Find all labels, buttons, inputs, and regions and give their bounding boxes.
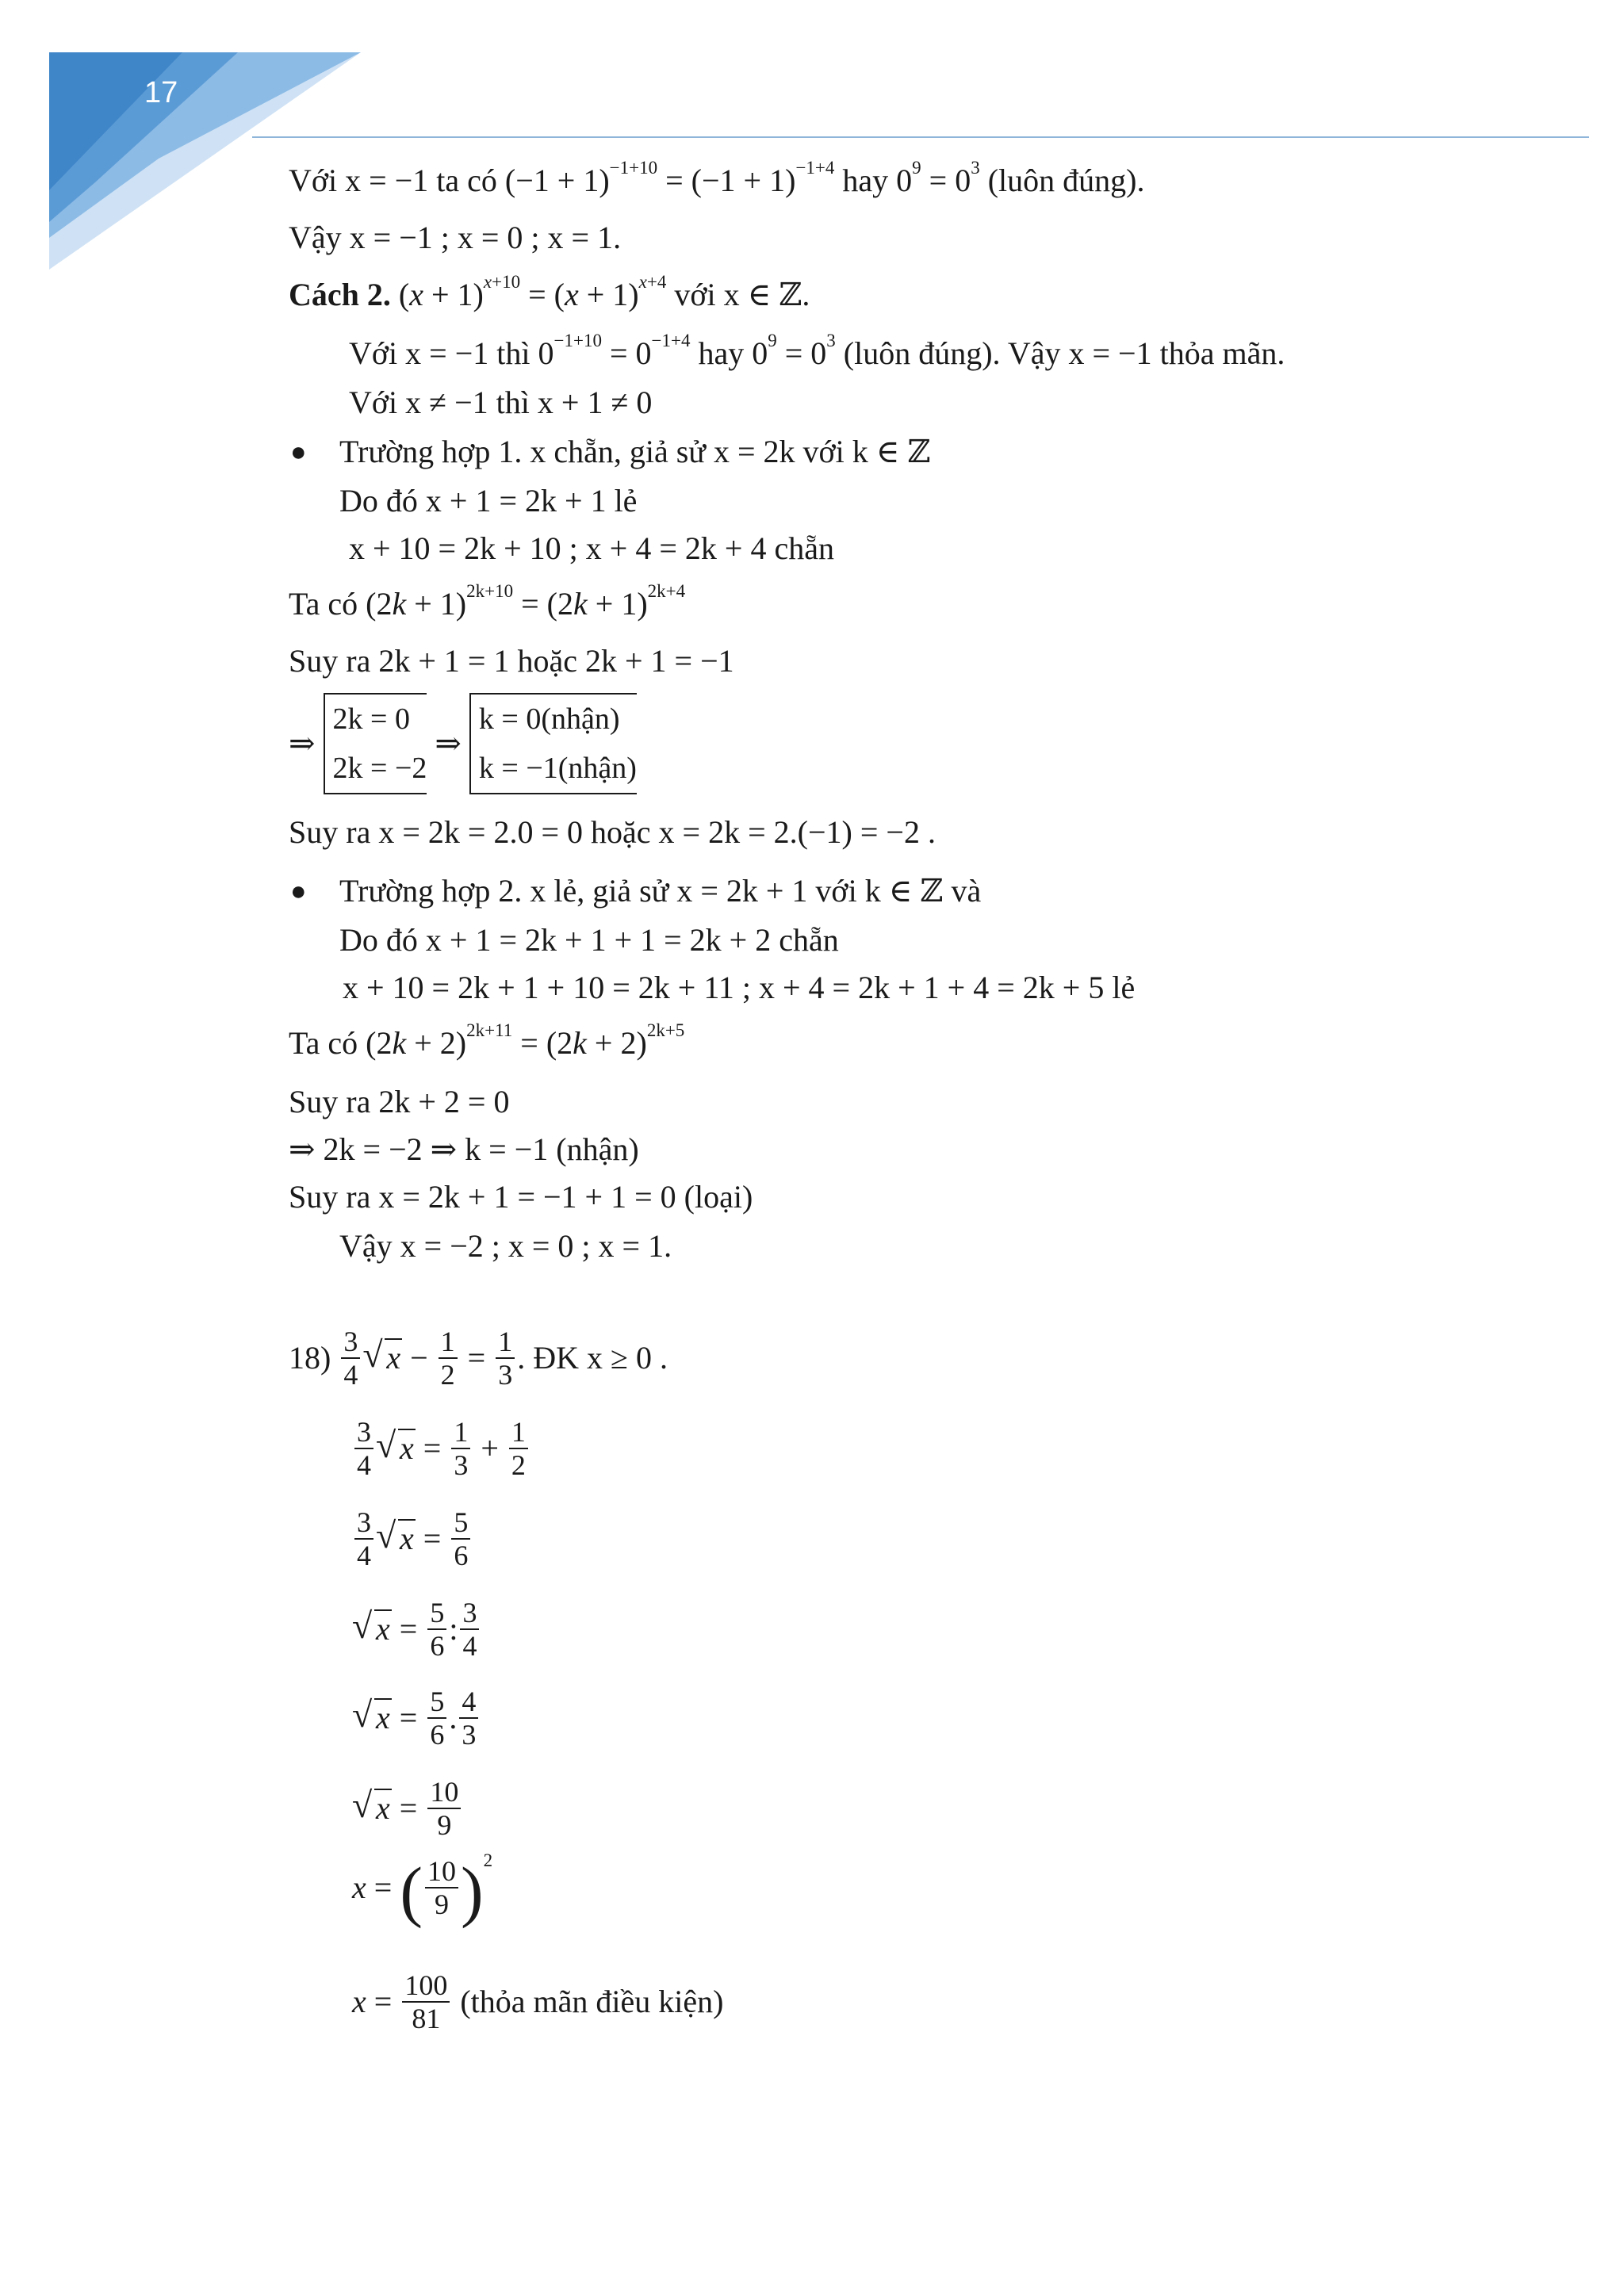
- line-4: Với x = −1 thì $0^{-1+10} = 0^{-1+4}$ hay $0^9 = 0^3$ (luôn đúng). Vậy x = −1 thỏa mãn.: [349, 331, 1285, 371]
- step-2: $\frac{3}{4}$ √ x = $\frac{5}{6}$: [352, 1510, 473, 1575]
- page-number: 17: [144, 76, 178, 109]
- case2-title: Trường hợp 2. x lẻ, giả sử x = 2k + 1 với k ∈ ℤ và: [339, 873, 982, 909]
- step-7: x = $\frac{100}{81}$ (thỏa mãn điều kiện): [352, 1969, 724, 2034]
- text: Với x = −1 thì 0: [349, 335, 554, 371]
- step-5: √ x = $\frac{10}{9}$: [352, 1779, 463, 1844]
- line-2: Vậy x = −1 ; x = 0 ; x = 1.: [289, 220, 622, 255]
- sys-row: 2k = −2: [332, 752, 427, 785]
- step-1: $\frac{3}{4}$ √ x = $\frac{1}{3}$ + $\frac{1}{2}$: [352, 1419, 530, 1484]
- case1-line-d: Suy ra 2k + 1 = 1 hoặc 2k + 1 = −1: [289, 643, 734, 679]
- sys-row: 2k = 0: [332, 702, 410, 736]
- bullet-icon: ●: [290, 438, 307, 467]
- final-note: (thỏa mãn điều kiện): [460, 1984, 724, 2020]
- case1-line-e: Suy ra x = 2k = 2.0 = 0 hoặc x = 2k = 2.(−1) = −2 .: [289, 814, 936, 850]
- case2-line-a: Do đó x + 1 = 2k + 1 + 1 = 2k + 2 chẵn: [339, 922, 839, 958]
- text: (luôn đúng). Vậy x = −1 thỏa mãn.: [843, 335, 1285, 371]
- case2-line-g: Vậy x = −2 ; x = 0 ; x = 1.: [339, 1228, 672, 1264]
- case1-line-c: Ta có $(2k + 1)^{2k+10} = (2k + 1)^{2k+4}$: [289, 581, 686, 622]
- system-bracket-1: [324, 693, 427, 794]
- text: Ta có: [289, 1025, 358, 1061]
- step-6: x = ( $\frac{10}{9}$ )$^2$: [352, 1850, 493, 1929]
- case1-title: Trường hợp 1. x chẵn, giả sử x = 2k với k ∈ ℤ: [339, 434, 931, 469]
- problem-18: 18) $\frac{3}{4}$ √ x − $\frac{1}{2}$ = $\frac{1}{3}$ . ĐK x ≥ 0 .: [289, 1329, 668, 1394]
- text: Ta có: [289, 586, 358, 622]
- line-1: Với x = −1 ta có $(-1 + 1)^{-1+10} = (-1 + 1)^{-1+4}$ hay $0^9 = 0^3$ (luôn đúng).: [289, 158, 1145, 198]
- condition: . ĐK x ≥ 0 .: [517, 1340, 668, 1376]
- cach2-label: Cách 2.: [289, 277, 391, 312]
- header-rule: [252, 136, 1589, 138]
- text: Với x = −1 ta có (−1 + 1): [289, 163, 610, 198]
- system-bracket-2: [469, 693, 637, 794]
- case1-line-a: Do đó x + 1 = 2k + 1 lẻ: [339, 483, 638, 519]
- case1-line-b: x + 10 = 2k + 10 ; x + 4 = 2k + 4 chẵn: [349, 530, 834, 566]
- case2-line-d: Suy ra 2k + 2 = 0: [289, 1084, 510, 1119]
- sys-row: k = 0(nhận): [478, 702, 620, 736]
- case1-system: ⇒ 2k = 0 2k = −2 ⇒ k = 0(nhận) k = −1(nhận): [289, 693, 637, 794]
- sys-row: k = −1(nhận): [478, 752, 637, 785]
- text: hay 0: [698, 335, 768, 371]
- step-4: √ x = $\frac{5}{6}$ . $\frac{4}{3}$: [352, 1689, 481, 1754]
- bullet-icon: ●: [290, 877, 307, 906]
- line-cach2: Cách 2. $(x + 1)^{x+10} = (x + 1)^{x+4}$ với x ∈ ℤ.: [289, 272, 810, 312]
- case2-line-c: Ta có $(2k + 2)^{2k+11} = (2k + 2)^{2k+5}$: [289, 1020, 685, 1061]
- step-3: √ x = $\frac{5}{6}$ : $\frac{3}{4}$: [352, 1600, 481, 1665]
- case2-line-e: ⇒ 2k = −2 ⇒ k = −1 (nhận): [289, 1131, 639, 1167]
- problem-label: 18): [289, 1340, 331, 1376]
- case2-line-b: x + 10 = 2k + 1 + 10 = 2k + 11 ; x + 4 = 2k + 1 + 4 = 2k + 5 lẻ: [343, 970, 1136, 1005]
- text: với x ∈ ℤ.: [674, 277, 810, 312]
- line-5: Với x ≠ −1 thì x + 1 ≠ 0: [349, 385, 653, 420]
- case2-line-f: Suy ra x = 2k + 1 = −1 + 1 = 0 (loại): [289, 1179, 753, 1215]
